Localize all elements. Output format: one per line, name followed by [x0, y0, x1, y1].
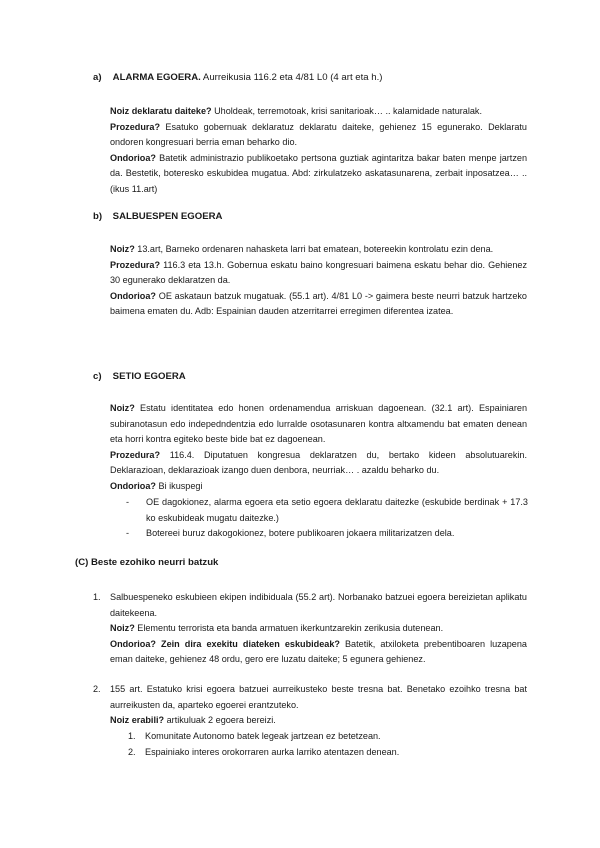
section-c-procedure: Prozedura? 116.4. Diputatuen kongresua deklaratzen du, bertako kideen absolutuarekin. Deklarazioan, deklarazioak izango duen denbora, neurriak… . azaldu beharko du.	[110, 449, 527, 476]
section-c-when: Noiz? Estatu identitatea edo honen ordenamendua arriskuan dagoenean. (32.1 art). Espainiaren subiranotasun edo indepedndentzia edo lurralde osotasunaren kontra altxamendu bat ematen denean eta horri kontra egiteko beste bide bat ez dagoenean.	[110, 403, 527, 445]
section-a-title: ALARMA EGOERA.	[112, 72, 201, 83]
section-a-procedure: Prozedura? Esatuko gobernuak deklaratuz deklaratu daiteke, gehienez 15 egunerako. Deklaratu ondoren kongresuari berria eman beharko dio.	[110, 121, 527, 148]
section-b-title: SALBUESPEN EGOERA	[112, 211, 223, 222]
section-c-bullet-2: - Botereei buruz dakogokionez, botere publikoaren jokaera militarizatzen dela.	[126, 528, 455, 538]
item-2-subitem-1: 1. Komunitate Autonomo batek legeak jartzean ez betetzean.	[128, 731, 381, 741]
item-1-when: Noiz? Elementu terrorista eta banda armatuen ikerkuntzarekin zerikusia dutenean.	[110, 623, 444, 634]
section-b-procedure: Prozedura? 116.3 eta 13.h. Gobernua eskatu baino kongresuari baimena eskatu behar dio. Gehienez 30 egunerako deklaratzen da.	[110, 259, 527, 286]
other-measures-heading: (C) Beste ezohiko neurri batzuk	[75, 557, 219, 568]
section-b-marker: b)	[93, 211, 103, 222]
section-b-heading	[93, 210, 223, 223]
section-c-body	[110, 401, 527, 495]
section-c-title: SETIO EGOERA	[112, 371, 186, 382]
section-b-body	[110, 242, 527, 320]
item-2-number: 2.	[93, 684, 101, 694]
item-2-when: Noiz erabili? artikuluak 2 egoera bereizi.	[110, 715, 276, 726]
section-a-heading	[93, 71, 382, 84]
section-b-consequence: Ondorioa? OE askataun batzuk mugatuak. (55.1 art). 4/81 L0 -> gaimera beste neurri batzuk hartzeko baimena ematen du. Adb: Espainian dauden atzerritarrei erregimen diferentea izatea.	[110, 290, 527, 317]
section-a-consequence: Ondorioa? Batetik administrazio publikoetako pertsona guztiak agintaritza bakar baten menpe jartzen da. Bestetik, boteresko eskubidea mugatua. Abd: zirkulatzeko askatasunarena, zerbait inposatzea… .. (ikus 11.art)	[110, 152, 527, 194]
item-1-text: Salbuespeneko eskubieen ekipen indibiduala (55.2 art). Norbanako batzuei egoera bereizietan aplikatu daitekeena.	[110, 592, 527, 618]
item-1-body	[110, 590, 527, 668]
item-2-subitem-2: 2. Espainiako interes orokorraren aurka larriko atentazen denean.	[128, 747, 400, 757]
item-2-text: 155 art. Estatuko krisi egoera batzuei aurreikusteko beste tresna bat. Benetako ezoihko tresna bat aurreikusten da, aparteko egoerei erantzuteko.	[110, 684, 527, 710]
section-c-bullet-1: - OE dagokionez, alarma egoera eta setio egoera deklaratu daitezke (eskubide berdinak + 17.3 ko eskubideak mugatu daitezke.)	[126, 497, 528, 523]
section-c-consequence: Ondorioa? Bi ikuspegi	[110, 480, 203, 491]
item-2-body	[110, 682, 527, 729]
section-a-marker: a)	[93, 72, 102, 83]
section-b-when: Noiz? 13.art, Barneko ordenaren nahasketa larri bat ematean, botereekin kontrolatu ezin dena.	[110, 244, 494, 254]
item-1-number: 1.	[93, 592, 101, 602]
section-a-body	[110, 104, 527, 198]
section-c-heading	[93, 370, 186, 383]
section-a-reference: Aurreikusia 116.2 eta 4/81 L0 (4 art eta h.)	[200, 72, 383, 83]
section-a-when: Noiz deklaratu daiteke? Uholdeak, terremotoak, krisi sanitarioak… .. kalamidade naturalak.	[110, 106, 482, 116]
section-c-marker: c)	[93, 371, 102, 382]
item-1-consequence: Ondorioa? Zein dira exekitu diateken eskubideak? Batetik, atxiloketa prebentiboaren luzapena eman daiteke, gehienez 48 ordu, gero ere luzatu daiteke; 5 egunera gehienez.	[110, 638, 527, 665]
